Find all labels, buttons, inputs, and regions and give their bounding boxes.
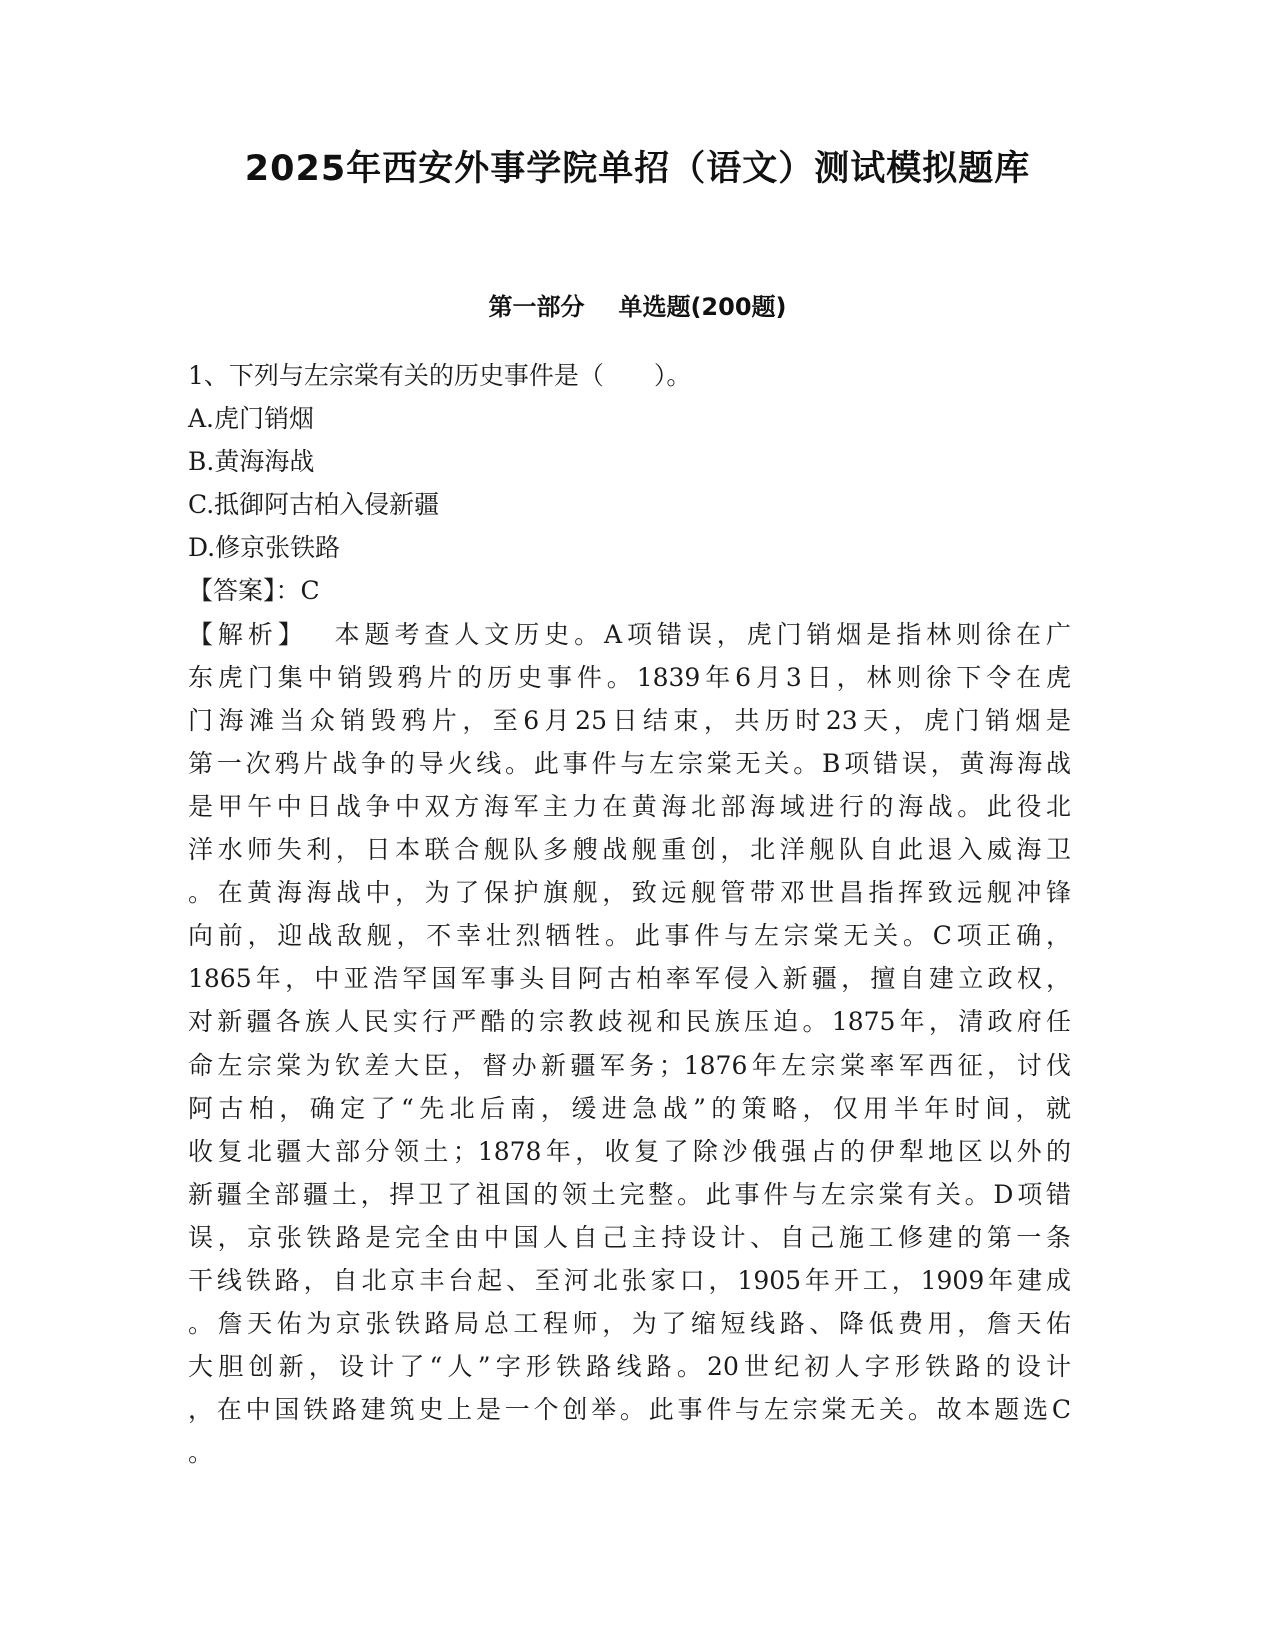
- section-name: 单选题(200题): [618, 293, 787, 321]
- explanation: [188, 613, 1088, 1475]
- explanation-line: 洋水师失利，日本联合舰队多艘战舰重创，北洋舰队自此退入威海卫: [188, 835, 1071, 865]
- explanation-line: 新疆全部疆土，捍卫了祖国的领土完整。此事件与左宗棠有关。D项错: [188, 1179, 1071, 1209]
- option-c: C.抵御阿古柏入侵新疆: [188, 490, 440, 520]
- explanation-line: 东虎门集中销毁鸦片的历史事件。1839年6月3日，林则徐下令在虎: [188, 662, 1071, 692]
- document-title: 2025年西安外事学院单招（语文）测试模拟题库: [244, 149, 1031, 189]
- explanation-line: 门海滩当众销毁鸦片，至6月25日结束，共历时23天，虎门销烟是: [188, 705, 1071, 735]
- explanation-line: 是甲午中日战争中双方海军主力在黄海北部海域进行的海战。此役北: [188, 791, 1071, 821]
- option-b: B.黄海海战: [188, 447, 315, 477]
- explanation-line: 阿古柏，确定了“先北后南，缓进急战”的策略，仅用半年时间，就: [188, 1093, 1071, 1123]
- explanation-text: 本题考查人文历史。A项错误，虎门销烟是指林则徐在广: [329, 619, 1071, 649]
- explanation-line: 第一次鸦片战争的导火线。此事件与左宗棠无关。B项错误，黄海海战: [188, 748, 1071, 778]
- option-d: D.修京张铁路: [188, 533, 341, 563]
- question-stem: 1、下列与左宗棠有关的历史事件是（ ）。: [188, 361, 692, 390]
- explanation-tag: 【解析】: [188, 619, 308, 649]
- explanation-line: 向前，迎战敌舰，不幸壮烈牺牲。此事件与左宗棠无关。C项正确，: [188, 921, 1071, 951]
- answer-line: 【答案】：C: [188, 576, 320, 606]
- explanation-line: [188, 613, 1071, 656]
- explanation-line: 大胆创新，设计了“人”字形铁路线路。20世纪初人字形铁路的设计: [188, 1352, 1071, 1382]
- explanation-line: ，在中国铁路建筑史上是一个创举。此事件与左宗棠无关。故本题选C: [188, 1395, 1071, 1425]
- section-heading: [0, 290, 1275, 324]
- explanation-line: 对新疆各族人民实行严酷的宗教歧视和民族压迫。1875年，清政府任: [188, 1007, 1071, 1037]
- explanation-line: 1865年，中亚浩罕国军事头目阿古柏率军侵入新疆，擅自建立政权，: [188, 964, 1071, 994]
- explanation-line: 。詹天佑为京张铁路局总工程师，为了缩短线路、降低费用，詹天佑: [188, 1309, 1071, 1339]
- explanation-line: 。: [188, 1438, 214, 1468]
- question-block: [188, 354, 1088, 1474]
- explanation-line: 收复北疆大部分领土；1878年，收复了除沙俄强占的伊犁地区以外的: [188, 1136, 1071, 1166]
- explanation-line: 。在黄海海战中，为了保护旗舰，致远舰管带邓世昌指挥致远舰冲锋: [188, 878, 1071, 908]
- option-a: A.虎门销烟: [188, 404, 315, 434]
- section-part: 第一部分: [488, 293, 585, 321]
- explanation-line: 误，京张铁路是完全由中国人自己主持设计、自己施工修建的第一条: [188, 1222, 1071, 1252]
- explanation-line: 命左宗棠为钦差大臣，督办新疆军务；1876年左宗棠率军西征，讨伐: [188, 1050, 1071, 1080]
- explanation-line: 干线铁路，自北京丰台起、至河北张家口，1905年开工，1909年建成: [188, 1265, 1071, 1295]
